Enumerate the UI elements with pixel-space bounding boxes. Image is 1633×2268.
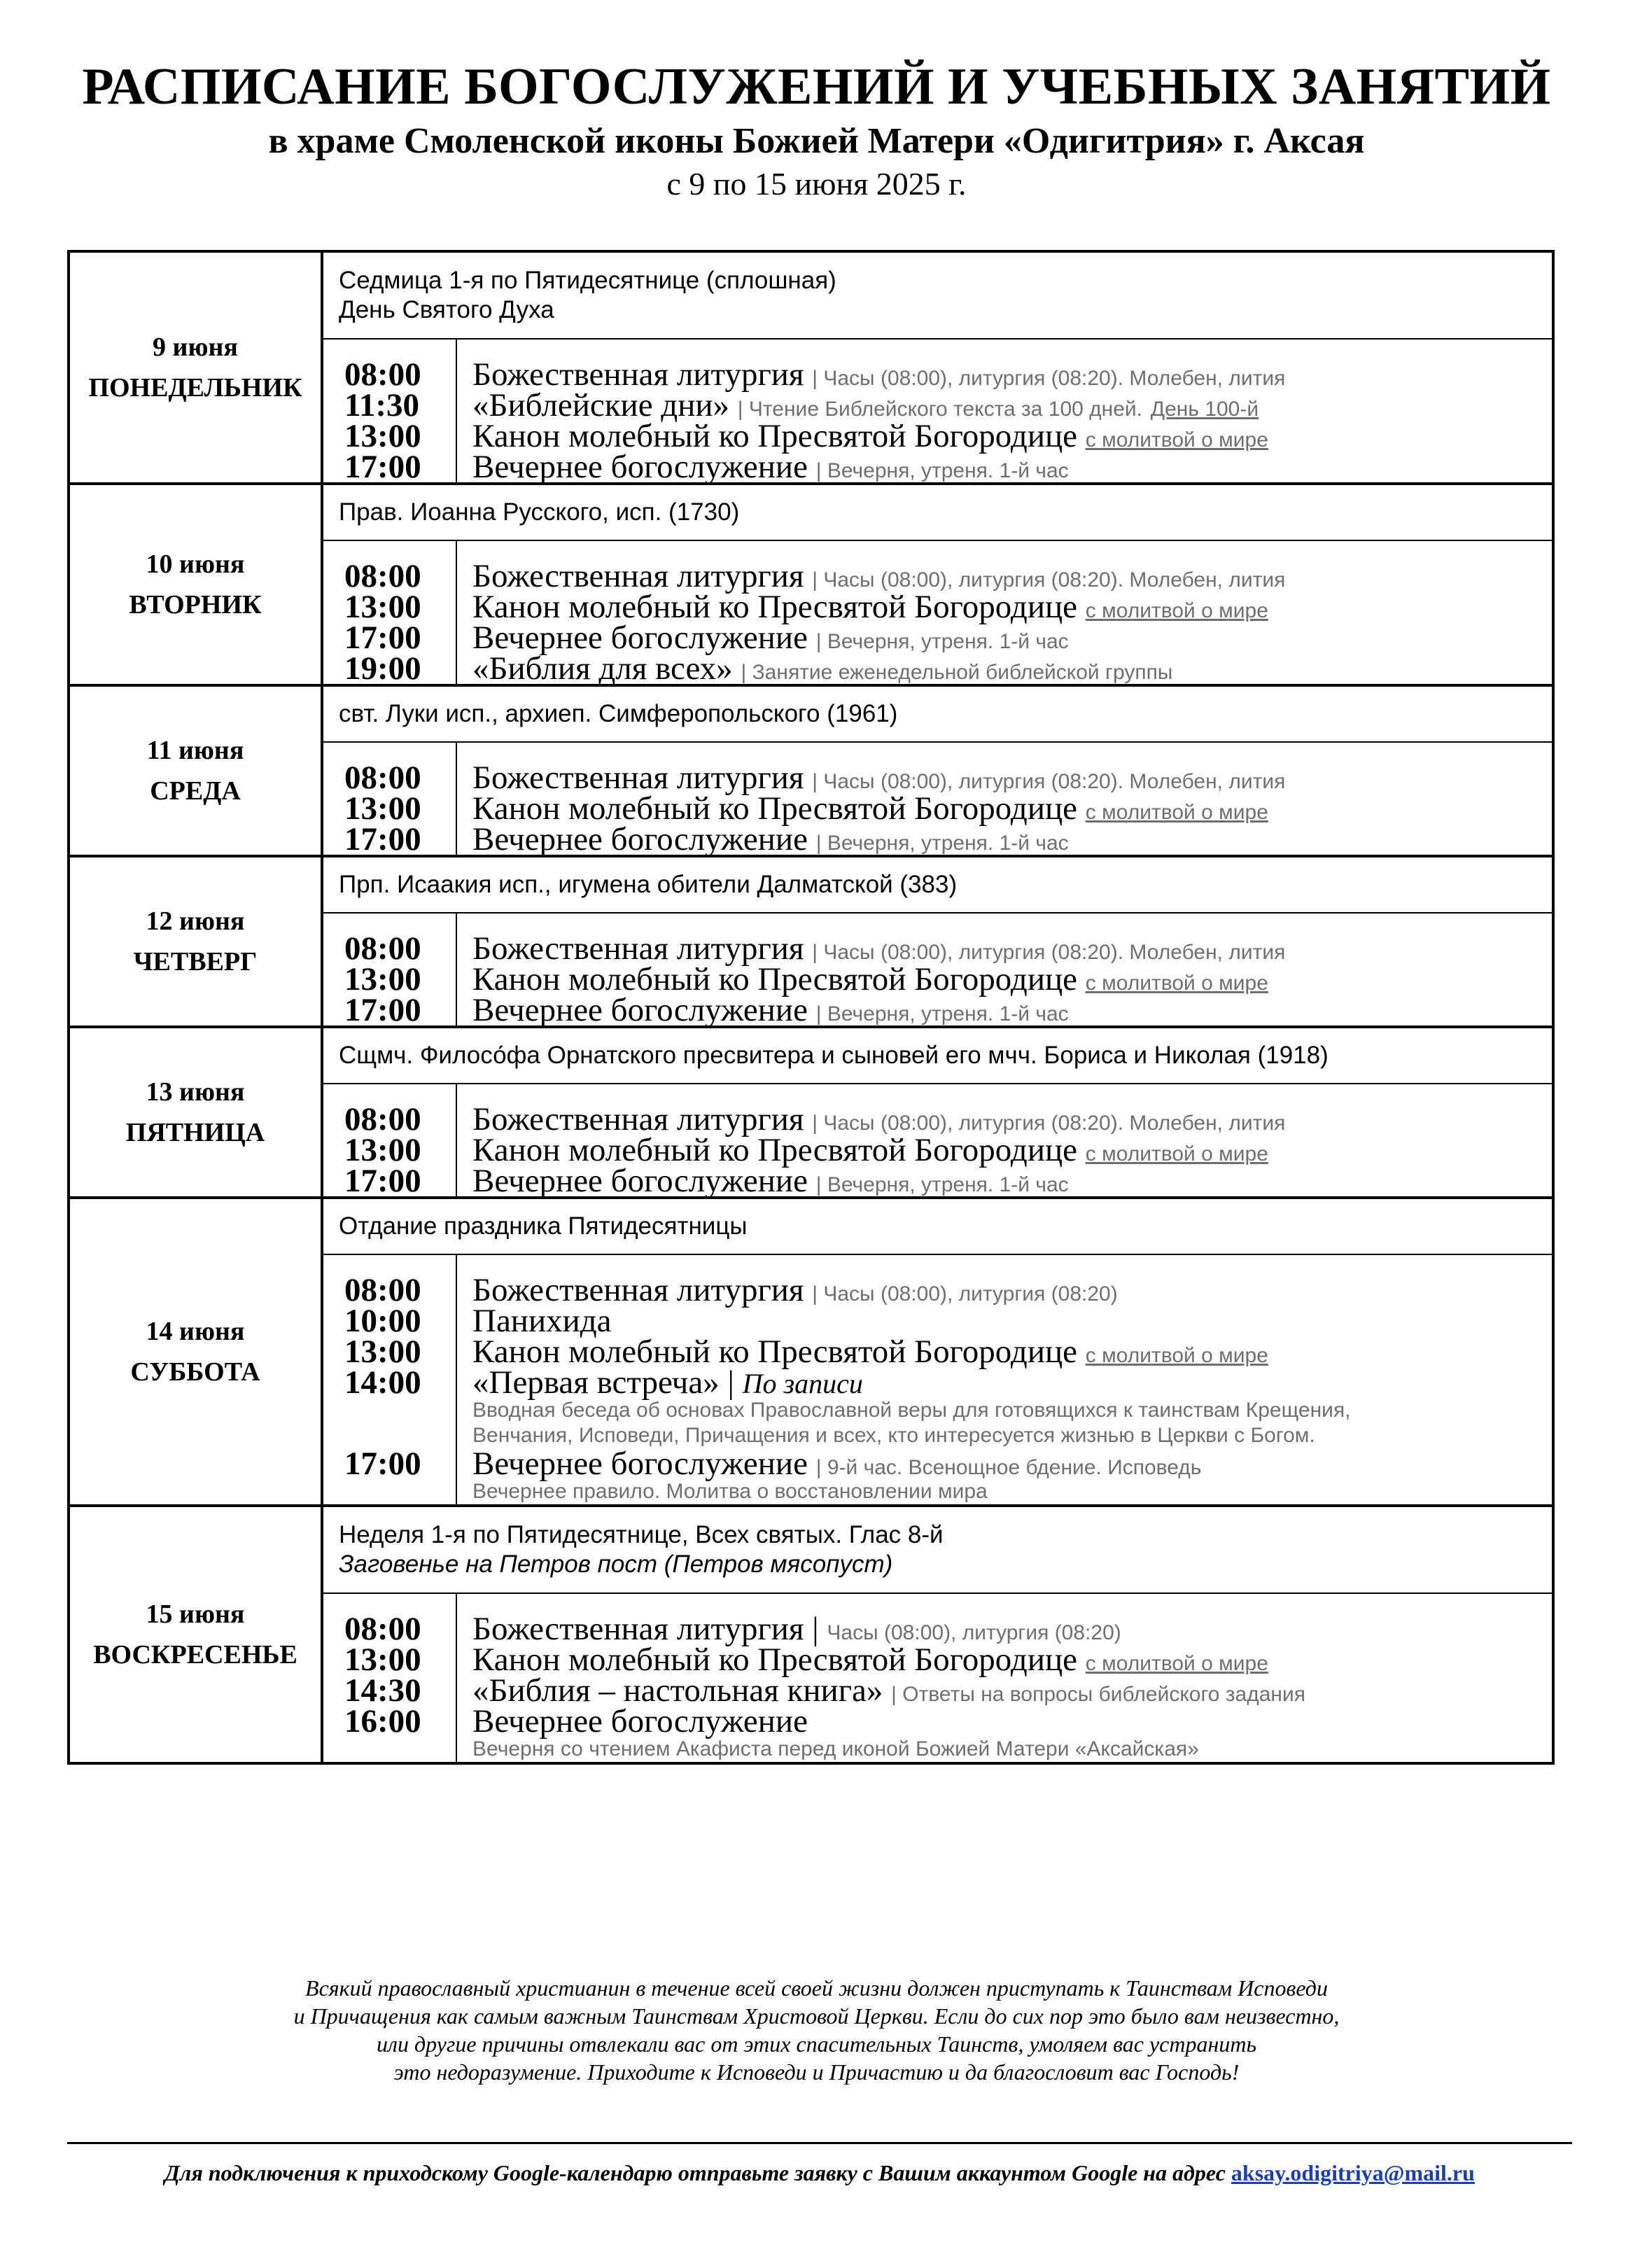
day-date: 15 июня: [146, 1600, 245, 1629]
service-name: Божественная литургия: [472, 760, 804, 796]
service-time: 13:00: [344, 1334, 421, 1370]
feast-name: Отдание праздника Пятидесятницы: [339, 1212, 748, 1240]
feast-name-secondary: День Святого Духа: [339, 296, 554, 323]
service-time: 13:00: [344, 418, 421, 454]
service-detail: | Вечерня, утреня. 1-й час: [815, 1173, 1069, 1196]
day-row: [70, 485, 1552, 687]
service-link[interactable]: День 100-й: [1150, 398, 1259, 421]
service-entry: [472, 1303, 1552, 1339]
service-detail: | Часы (08:00), литургия (08:20). Молебен, лития: [812, 568, 1286, 592]
service-name: Вечернее богослужение: [472, 449, 808, 485]
service-detail: | 9-й час. Всенощное бдение. Исповедь: [815, 1456, 1202, 1479]
service-entry: [472, 650, 1552, 687]
service-time: 17:00: [344, 821, 421, 858]
church-subtitle: в храме Смоленской иконы Божией Матери «Одигитрия» г. Аксая: [268, 121, 1365, 161]
service-entry: [472, 1611, 1552, 1647]
service-entry: [472, 1364, 1552, 1401]
service-entry: [472, 418, 1552, 454]
service-time: 13:00: [344, 961, 421, 997]
service-time: 17:00: [344, 1163, 421, 1199]
service-time: 13:00: [344, 790, 421, 827]
service-time: 17:00: [344, 1446, 421, 1482]
day-row: [70, 1028, 1552, 1199]
day-date-cell: [70, 1199, 323, 1504]
times-column: [323, 1084, 457, 1199]
service-name: Канон молебный ко Пресвятой Богородице: [472, 418, 1077, 454]
service-entry: [472, 589, 1552, 625]
feast-name: Прп. Исаакия исп., игумена обители Далматской (383): [339, 871, 958, 898]
services-column: [457, 743, 1552, 858]
service-detail: | Часы (08:00), литургия (08:20): [812, 1282, 1118, 1306]
feast-name: Седмица 1-я по Пятидесятнице (сплошная): [339, 267, 836, 294]
service-name: Канон молебный ко Пресвятой Богородице: [472, 589, 1077, 625]
day-content: [323, 485, 1552, 687]
service-time: 08:00: [344, 1272, 421, 1308]
events-block: [323, 1084, 1552, 1199]
service-detail: | Часы (08:00), литургия (08:20). Молебен, лития: [812, 770, 1286, 793]
service-time: 11:30: [344, 387, 420, 424]
day-weekday: СУББОТА: [130, 1357, 260, 1387]
day-weekday: ВОСКРЕСЕНЬЕ: [93, 1640, 297, 1670]
day-date: 12 июня: [146, 906, 245, 936]
service-time: 17:00: [344, 992, 421, 1028]
service-time: 08:00: [344, 1101, 421, 1138]
day-content: [323, 858, 1552, 1026]
page-title: РАСПИСАНИЕ БОГОСЛУЖЕНИЙ И УЧЕБНЫХ ЗАНЯТИЙ: [82, 58, 1551, 115]
times-column: [323, 913, 457, 1026]
service-entry: [472, 961, 1552, 997]
feast-cell: [323, 687, 1552, 743]
times-column: [323, 541, 457, 687]
service-detail: | Часы (08:00), литургия (08:20). Молебен, лития: [812, 1112, 1286, 1135]
day-date: 14 июня: [146, 1317, 245, 1346]
service-time: 14:00: [344, 1364, 421, 1401]
service-time: 08:00: [344, 558, 421, 594]
service-detail: | Занятие еженедельной библейской группы: [741, 661, 1173, 684]
service-name: Вечернее богослужение: [472, 1163, 808, 1199]
service-entry: [472, 790, 1552, 827]
service-detail: | Часы (08:00), литургия (08:20). Молебен, лития: [812, 941, 1286, 964]
time-spacer: [344, 1737, 456, 1762]
separator: |: [812, 1611, 819, 1647]
feast-name: Неделя 1-я по Пятидесятнице, Всех святых. Глас 8-й: [339, 1521, 944, 1548]
service-time: 19:00: [344, 650, 421, 687]
day-row: [70, 1199, 1552, 1507]
date-range: с 9 по 15 июня 2025 г.: [666, 166, 967, 202]
feast-name: свт. Луки исп., архиеп. Симферопольского (1961): [339, 700, 898, 727]
service-entry: [472, 1132, 1552, 1168]
service-entry: [472, 1672, 1552, 1709]
service-time: 13:00: [344, 1642, 421, 1678]
service-entry: [472, 1163, 1552, 1199]
schedule-table: [67, 250, 1555, 1765]
day-date-cell: [70, 253, 323, 482]
registration-note: По записи: [742, 1368, 863, 1399]
service-time: 13:00: [344, 1132, 421, 1168]
feast-name: Прав. Иоанна Русского, исп. (1730): [339, 498, 740, 526]
service-name: Божественная литургия: [472, 356, 804, 393]
service-link[interactable]: с молитвой о мире: [1085, 801, 1268, 824]
exhortation-line: Всякий православный христианин в течение всей своей жизни должен приступать к Таинствам Исповеди: [305, 1975, 1328, 2001]
time-spacer: [344, 1398, 456, 1448]
service-note: Вечернее правило. Молитва о восстановлении мира: [472, 1480, 988, 1503]
day-row: [70, 1507, 1552, 1762]
service-name: Вечернее богослужение: [472, 1446, 808, 1482]
services-column: [457, 340, 1552, 485]
service-entry: [472, 1703, 1552, 1740]
services-column: [457, 1084, 1552, 1199]
day-content: [323, 1507, 1552, 1762]
service-name: Вечернее богослужение: [472, 992, 808, 1028]
service-time: 08:00: [344, 930, 421, 967]
services-column: [457, 1594, 1552, 1762]
footer-divider: [67, 2142, 1572, 2144]
service-name: Панихида: [472, 1303, 612, 1339]
service-link[interactable]: с молитвой о мире: [1085, 1142, 1268, 1166]
email-link[interactable]: aksay.odigitriya@mail.ru: [1231, 2160, 1475, 2185]
times-column: [323, 1594, 457, 1762]
times-column: [323, 340, 457, 485]
service-entry: [472, 760, 1552, 796]
service-entry: [472, 1334, 1552, 1370]
service-detail: | Вечерня, утреня. 1-й час: [815, 459, 1069, 482]
exhortation: [0, 1974, 1633, 2086]
day-weekday: ПЯТНИЦА: [125, 1118, 265, 1147]
service-entry: [472, 558, 1552, 594]
day-date-cell: [70, 1507, 323, 1762]
service-name: Божественная литургия: [472, 930, 804, 967]
day-date: 11 июня: [146, 736, 244, 765]
service-name: Божественная литургия: [472, 558, 804, 594]
service-name: Вечернее богослужение: [472, 821, 808, 858]
day-weekday: ВТОРНИК: [129, 590, 262, 620]
contact-text: Для подключения к приходскому Google-календарю отправьте заявку с Вашим аккаунтом Google на адрес: [164, 2160, 1226, 2185]
events-block: [323, 1594, 1552, 1762]
service-entry: [472, 992, 1552, 1028]
time-spacer: [344, 1479, 456, 1504]
service-entry: [472, 821, 1552, 858]
times-column: [323, 743, 457, 858]
service-note: Вводная беседа об основах Православной веры для готовящихся к таинствам Крещения,: [472, 1399, 1351, 1422]
service-name: Канон молебный ко Пресвятой Богородице: [472, 961, 1077, 997]
day-row: [70, 858, 1552, 1028]
services-column: [457, 541, 1552, 687]
service-time: 08:00: [344, 356, 421, 393]
feast-name: Сщмч. Филосо́фа Орнатского пресвитера и сыновей его мчч. Бориса и Николая (1918): [339, 1042, 1329, 1069]
events-block: [323, 1255, 1552, 1504]
exhortation-line: это недоразумение. Приходите к Исповеди и Причастию и да благословит вас Господь!: [393, 2059, 1240, 2085]
day-date: 10 июня: [146, 550, 245, 579]
service-detail: | Чтение Библейского текста за 100 дней.: [737, 398, 1142, 421]
service-name: Канон молебный ко Пресвятой Богородице: [472, 1334, 1077, 1370]
service-name: «Библейские дни»: [472, 387, 730, 424]
service-detail: | Вечерня, утреня. 1-й час: [815, 630, 1069, 653]
service-entry: [472, 1101, 1552, 1138]
feast-cell: [323, 858, 1552, 913]
service-detail: | Ответы на вопросы библейского задания: [891, 1683, 1305, 1706]
day-weekday: ПОНЕДЕЛЬНИК: [88, 373, 302, 402]
service-name: «Библия для всех»: [472, 650, 733, 687]
events-block: [323, 541, 1552, 687]
service-detail: Часы (08:00), литургия (08:20): [827, 1621, 1121, 1644]
service-entry: [472, 387, 1552, 424]
service-name: Канон молебный ко Пресвятой Богородице: [472, 1642, 1077, 1678]
service-link[interactable]: с молитвой о мире: [1085, 599, 1268, 622]
day-weekday: СРЕДА: [150, 776, 241, 806]
events-block: [323, 743, 1552, 858]
day-row: [70, 687, 1552, 858]
service-name: Божественная литургия: [472, 1611, 804, 1647]
service-entry: [472, 930, 1552, 967]
service-time: 14:30: [344, 1672, 421, 1709]
events-block: [323, 340, 1552, 485]
service-entry: [472, 620, 1552, 656]
events-block: [323, 913, 1552, 1026]
times-column: [323, 1255, 457, 1504]
service-link[interactable]: с молитвой о мире: [1085, 1344, 1268, 1367]
service-name: Вечернее богослужение: [472, 620, 808, 656]
service-entry: [472, 1272, 1552, 1308]
feast-cell: [323, 1507, 1552, 1594]
service-link[interactable]: с молитвой о мире: [1085, 428, 1268, 451]
day-content: [323, 1199, 1552, 1504]
separator: |: [727, 1364, 734, 1401]
day-date-cell: [70, 485, 323, 684]
day-weekday: ЧЕТВЕРГ: [133, 947, 258, 976]
service-link[interactable]: с молитвой о мире: [1085, 1652, 1268, 1675]
service-name: Канон молебный ко Пресвятой Богородице: [472, 1132, 1077, 1168]
day-content: [323, 1028, 1552, 1199]
day-row: [70, 253, 1552, 485]
feast-cell: [323, 1028, 1552, 1084]
feast-cell: [323, 253, 1552, 340]
services-column: [457, 1255, 1552, 1504]
service-time: 13:00: [344, 589, 421, 625]
service-name: «Первая встреча»: [472, 1364, 720, 1401]
service-entry: [472, 1642, 1552, 1678]
day-date-cell: [70, 1028, 323, 1196]
service-name: Канон молебный ко Пресвятой Богородице: [472, 790, 1077, 827]
day-content: [323, 253, 1552, 485]
service-name: Вечернее богослужение: [472, 1703, 808, 1740]
service-note: Венчания, Исповеди, Причащения и всех, кто интересуется жизнью в Церкви с Богом.: [472, 1424, 1315, 1447]
service-entry: [472, 1446, 1552, 1482]
service-time: 17:00: [344, 620, 421, 656]
feast-note: Заговенье на Петров пост (Петров мясопуст): [339, 1550, 893, 1578]
day-date-cell: [70, 687, 323, 855]
day-date-cell: [70, 858, 323, 1026]
day-date: 13 июня: [146, 1077, 245, 1107]
day-content: [323, 687, 1552, 858]
service-time: 08:00: [344, 1611, 421, 1647]
feast-cell: [323, 485, 1552, 541]
exhortation-line: или другие причины отвлекали вас от этих спасительных Таинств, умоляем вас устранить: [376, 2031, 1256, 2057]
service-entry: [472, 449, 1552, 485]
exhortation-line: и Причащения как самым важным Таинствам Христовой Церкви. Если до сих пор это было вам неизвестно,: [293, 2003, 1340, 2029]
service-detail: | Часы (08:00), литургия (08:20). Молебен, лития: [812, 367, 1286, 390]
service-entry: [472, 356, 1552, 393]
service-name: «Библия – настольная книга»: [472, 1672, 883, 1709]
service-time: 17:00: [344, 449, 421, 485]
service-detail: | Вечерня, утреня. 1-й час: [815, 1002, 1069, 1026]
service-time: 08:00: [344, 760, 421, 796]
day-date: 9 июня: [153, 332, 238, 362]
service-detail: | Вечерня, утреня. 1-й час: [815, 832, 1069, 855]
services-column: [457, 913, 1552, 1026]
service-time: 10:00: [344, 1303, 421, 1339]
service-link[interactable]: с молитвой о мире: [1085, 972, 1268, 995]
calendar-contact: [67, 2157, 1572, 2188]
service-name: Божественная литургия: [472, 1101, 804, 1138]
service-note: Вечерня со чтением Акафиста перед иконой Божией Матери «Аксайская»: [472, 1737, 1199, 1760]
service-name: Божественная литургия: [472, 1272, 804, 1308]
service-time: 16:00: [344, 1703, 421, 1740]
feast-cell: [323, 1199, 1552, 1255]
